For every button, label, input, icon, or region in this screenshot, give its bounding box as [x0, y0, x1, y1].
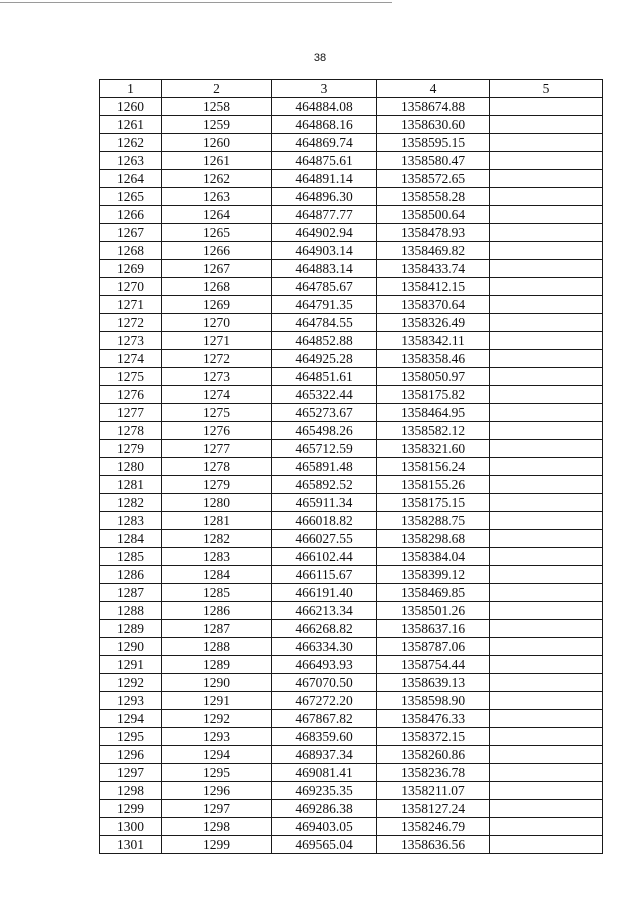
table-cell-col-5	[490, 242, 603, 260]
table-cell-col-3: 464877.77	[272, 206, 377, 224]
table-cell-col-2: 1280	[162, 494, 272, 512]
table-row	[100, 152, 603, 170]
table-cell-col-4: 1358399.12	[377, 566, 490, 584]
table-cell-col-5	[490, 566, 603, 584]
table-cell-col-3: 467867.82	[272, 710, 377, 728]
table-cell-col-3: 464925.28	[272, 350, 377, 368]
table-cell-col-5	[490, 656, 603, 674]
column-header-3: 3	[272, 80, 377, 98]
table-cell-col-3: 466334.30	[272, 638, 377, 656]
table-cell-col-5	[490, 278, 603, 296]
table-row	[100, 350, 603, 368]
table-cell-col-3: 464902.94	[272, 224, 377, 242]
table-cell-col-1: 1294	[100, 710, 162, 728]
table-cell-col-2: 1293	[162, 728, 272, 746]
table-cell-col-4: 1358370.64	[377, 296, 490, 314]
table-row	[100, 764, 603, 782]
table-row	[100, 98, 603, 116]
table-cell-col-2: 1289	[162, 656, 272, 674]
table-cell-col-4: 1358469.85	[377, 584, 490, 602]
table-cell-col-3: 464784.55	[272, 314, 377, 332]
table-cell-col-3: 464868.16	[272, 116, 377, 134]
table-cell-col-2: 1262	[162, 170, 272, 188]
table-row	[100, 134, 603, 152]
table-cell-col-1: 1288	[100, 602, 162, 620]
table-cell-col-4: 1358787.06	[377, 638, 490, 656]
table-cell-col-2: 1259	[162, 116, 272, 134]
table-row	[100, 476, 603, 494]
table-cell-col-5	[490, 188, 603, 206]
table-cell-col-4: 1358246.79	[377, 818, 490, 836]
table-cell-col-2: 1271	[162, 332, 272, 350]
table-cell-col-2: 1266	[162, 242, 272, 260]
table-cell-col-5	[490, 332, 603, 350]
table-row	[100, 188, 603, 206]
table-cell-col-4: 1358639.13	[377, 674, 490, 692]
table-row	[100, 530, 603, 548]
table-cell-col-1: 1277	[100, 404, 162, 422]
table-cell-col-3: 464903.14	[272, 242, 377, 260]
table-row	[100, 548, 603, 566]
table-cell-col-3: 466268.82	[272, 620, 377, 638]
table-row	[100, 404, 603, 422]
table-cell-col-3: 467070.50	[272, 674, 377, 692]
page-number: 38	[313, 52, 327, 64]
table-cell-col-2: 1263	[162, 188, 272, 206]
table-cell-col-1: 1297	[100, 764, 162, 782]
table-cell-col-3: 465498.26	[272, 422, 377, 440]
table-cell-col-1: 1275	[100, 368, 162, 386]
table-cell-col-3: 469235.35	[272, 782, 377, 800]
table-row	[100, 836, 603, 854]
table-row	[100, 368, 603, 386]
table-cell-col-4: 1358754.44	[377, 656, 490, 674]
table-cell-col-1: 1290	[100, 638, 162, 656]
table-cell-col-4: 1358630.60	[377, 116, 490, 134]
table-cell-col-5	[490, 674, 603, 692]
table-cell-col-3: 466102.44	[272, 548, 377, 566]
table-cell-col-5	[490, 638, 603, 656]
table-cell-col-1: 1280	[100, 458, 162, 476]
table-cell-col-4: 1358358.46	[377, 350, 490, 368]
column-header-5: 5	[490, 80, 603, 98]
table-cell-col-1: 1266	[100, 206, 162, 224]
table-row	[100, 638, 603, 656]
scan-edge-line	[0, 2, 392, 3]
table-cell-col-5	[490, 152, 603, 170]
table-cell-col-3: 464852.88	[272, 332, 377, 350]
table-cell-col-2: 1258	[162, 98, 272, 116]
table-cell-col-3: 465273.67	[272, 404, 377, 422]
table-cell-col-4: 1358500.64	[377, 206, 490, 224]
table-cell-col-3: 464851.61	[272, 368, 377, 386]
table-cell-col-1: 1279	[100, 440, 162, 458]
table-cell-col-4: 1358298.68	[377, 530, 490, 548]
table-cell-col-5	[490, 476, 603, 494]
table-cell-col-5	[490, 386, 603, 404]
table-cell-col-3: 465892.52	[272, 476, 377, 494]
table-row	[100, 692, 603, 710]
table-cell-col-2: 1285	[162, 584, 272, 602]
table-cell-col-5	[490, 818, 603, 836]
table-cell-col-3: 466027.55	[272, 530, 377, 548]
table-body	[100, 98, 603, 854]
table-cell-col-5	[490, 584, 603, 602]
table-cell-col-5	[490, 440, 603, 458]
table-cell-col-2: 1282	[162, 530, 272, 548]
table-cell-col-4: 1358175.15	[377, 494, 490, 512]
table-cell-col-4: 1358464.95	[377, 404, 490, 422]
table-cell-col-3: 466213.34	[272, 602, 377, 620]
table-cell-col-4: 1358211.07	[377, 782, 490, 800]
table-cell-col-4: 1358155.26	[377, 476, 490, 494]
table-cell-col-5	[490, 404, 603, 422]
table-row	[100, 620, 603, 638]
table-row	[100, 440, 603, 458]
table-cell-col-2: 1281	[162, 512, 272, 530]
table-cell-col-1: 1281	[100, 476, 162, 494]
table-cell-col-4: 1358595.15	[377, 134, 490, 152]
table-row	[100, 206, 603, 224]
table-cell-col-5	[490, 296, 603, 314]
table-cell-col-5	[490, 116, 603, 134]
table-cell-col-1: 1261	[100, 116, 162, 134]
table-cell-col-2: 1268	[162, 278, 272, 296]
table-cell-col-4: 1358637.16	[377, 620, 490, 638]
table-row	[100, 296, 603, 314]
table-cell-col-4: 1358478.93	[377, 224, 490, 242]
table-cell-col-4: 1358260.86	[377, 746, 490, 764]
table-cell-col-5	[490, 458, 603, 476]
table-cell-col-3: 465712.59	[272, 440, 377, 458]
column-header-2: 2	[162, 80, 272, 98]
table-cell-col-1: 1264	[100, 170, 162, 188]
table-row	[100, 278, 603, 296]
table-cell-col-5	[490, 620, 603, 638]
table-cell-col-5	[490, 170, 603, 188]
table-cell-col-2: 1287	[162, 620, 272, 638]
header-row	[100, 80, 603, 98]
table-cell-col-3: 469565.04	[272, 836, 377, 854]
table-cell-col-1: 1273	[100, 332, 162, 350]
table-cell-col-1: 1263	[100, 152, 162, 170]
table-cell-col-3: 469286.38	[272, 800, 377, 818]
table-cell-col-5	[490, 134, 603, 152]
table-cell-col-2: 1276	[162, 422, 272, 440]
table-cell-col-4: 1358321.60	[377, 440, 490, 458]
table-row	[100, 674, 603, 692]
table-row	[100, 584, 603, 602]
table-cell-col-3: 464884.08	[272, 98, 377, 116]
table-row	[100, 224, 603, 242]
table-cell-col-2: 1269	[162, 296, 272, 314]
table-cell-col-5	[490, 314, 603, 332]
table-cell-col-1: 1283	[100, 512, 162, 530]
table-cell-col-3: 464791.35	[272, 296, 377, 314]
table-cell-col-2: 1292	[162, 710, 272, 728]
table-cell-col-4: 1358384.04	[377, 548, 490, 566]
table-cell-col-1: 1292	[100, 674, 162, 692]
table-cell-col-2: 1283	[162, 548, 272, 566]
table-cell-col-3: 464875.61	[272, 152, 377, 170]
table-cell-col-1: 1286	[100, 566, 162, 584]
table-cell-col-1: 1299	[100, 800, 162, 818]
table-row	[100, 116, 603, 134]
table-cell-col-4: 1358412.15	[377, 278, 490, 296]
table-cell-col-2: 1260	[162, 134, 272, 152]
table-cell-col-1: 1287	[100, 584, 162, 602]
table-cell-col-4: 1358288.75	[377, 512, 490, 530]
table-cell-col-2: 1275	[162, 404, 272, 422]
table-cell-col-3: 465322.44	[272, 386, 377, 404]
table-cell-col-5	[490, 800, 603, 818]
table-row	[100, 710, 603, 728]
table-row	[100, 818, 603, 836]
table-cell-col-4: 1358636.56	[377, 836, 490, 854]
table-cell-col-5	[490, 530, 603, 548]
table-cell-col-2: 1264	[162, 206, 272, 224]
table-cell-col-2: 1277	[162, 440, 272, 458]
table-cell-col-1: 1267	[100, 224, 162, 242]
table-cell-col-1: 1284	[100, 530, 162, 548]
table-row	[100, 566, 603, 584]
table-cell-col-2: 1284	[162, 566, 272, 584]
table-cell-col-4: 1358598.90	[377, 692, 490, 710]
table-cell-col-4: 1358476.33	[377, 710, 490, 728]
table-cell-col-2: 1299	[162, 836, 272, 854]
table-cell-col-1: 1260	[100, 98, 162, 116]
table-cell-col-5	[490, 692, 603, 710]
table-cell-col-5	[490, 710, 603, 728]
table-cell-col-2: 1297	[162, 800, 272, 818]
table-row	[100, 800, 603, 818]
table-cell-col-3: 466191.40	[272, 584, 377, 602]
table-cell-col-2: 1267	[162, 260, 272, 278]
table-row	[100, 170, 603, 188]
table-cell-col-2: 1274	[162, 386, 272, 404]
table-row	[100, 260, 603, 278]
table-cell-col-1: 1291	[100, 656, 162, 674]
table-row	[100, 242, 603, 260]
table-cell-col-1: 1278	[100, 422, 162, 440]
table-cell-col-5	[490, 350, 603, 368]
table-row	[100, 728, 603, 746]
table-row	[100, 458, 603, 476]
table-cell-col-5	[490, 422, 603, 440]
table-cell-col-1: 1293	[100, 692, 162, 710]
table-cell-col-4: 1358127.24	[377, 800, 490, 818]
table-cell-col-3: 466018.82	[272, 512, 377, 530]
table-cell-col-5	[490, 98, 603, 116]
table-cell-col-5	[490, 602, 603, 620]
table-cell-col-3: 466115.67	[272, 566, 377, 584]
table-cell-col-2: 1270	[162, 314, 272, 332]
table-cell-col-3: 465891.48	[272, 458, 377, 476]
table-cell-col-3: 464891.14	[272, 170, 377, 188]
table-cell-col-1: 1274	[100, 350, 162, 368]
table-cell-col-5	[490, 494, 603, 512]
table-cell-col-3: 464869.74	[272, 134, 377, 152]
table-cell-col-1: 1265	[100, 188, 162, 206]
table-row	[100, 782, 603, 800]
table-row	[100, 386, 603, 404]
table-cell-col-1: 1301	[100, 836, 162, 854]
table-cell-col-1: 1269	[100, 260, 162, 278]
table-cell-col-5	[490, 836, 603, 854]
table-cell-col-4: 1358326.49	[377, 314, 490, 332]
table-cell-col-3: 466493.93	[272, 656, 377, 674]
table-cell-col-5	[490, 206, 603, 224]
table-cell-col-4: 1358572.65	[377, 170, 490, 188]
table-cell-col-1: 1300	[100, 818, 162, 836]
table-cell-col-4: 1358342.11	[377, 332, 490, 350]
table-cell-col-1: 1268	[100, 242, 162, 260]
table-cell-col-5	[490, 728, 603, 746]
table-cell-col-3: 464785.67	[272, 278, 377, 296]
table-row	[100, 656, 603, 674]
column-header-1: 1	[100, 80, 162, 98]
table-cell-col-2: 1286	[162, 602, 272, 620]
table-cell-col-3: 469403.05	[272, 818, 377, 836]
table-row	[100, 746, 603, 764]
table-cell-col-2: 1296	[162, 782, 272, 800]
table-cell-col-1: 1298	[100, 782, 162, 800]
table-cell-col-5	[490, 224, 603, 242]
table-cell-col-2: 1295	[162, 764, 272, 782]
table-cell-col-5	[490, 782, 603, 800]
table-cell-col-3: 465911.34	[272, 494, 377, 512]
table-cell-col-2: 1278	[162, 458, 272, 476]
table-row	[100, 512, 603, 530]
table-cell-col-3: 467272.20	[272, 692, 377, 710]
table-cell-col-3: 469081.41	[272, 764, 377, 782]
table-cell-col-1: 1262	[100, 134, 162, 152]
table-cell-col-4: 1358050.97	[377, 368, 490, 386]
table-cell-col-4: 1358372.15	[377, 728, 490, 746]
table-cell-col-5	[490, 746, 603, 764]
table-cell-col-2: 1294	[162, 746, 272, 764]
table-cell-col-4: 1358674.88	[377, 98, 490, 116]
table-cell-col-1: 1270	[100, 278, 162, 296]
table-cell-col-5	[490, 260, 603, 278]
table-cell-col-4: 1358469.82	[377, 242, 490, 260]
table-cell-col-3: 464896.30	[272, 188, 377, 206]
column-header-4: 4	[377, 80, 490, 98]
table-cell-col-4: 1358175.82	[377, 386, 490, 404]
table-row	[100, 494, 603, 512]
table-row	[100, 332, 603, 350]
table-cell-col-2: 1290	[162, 674, 272, 692]
table-row	[100, 602, 603, 620]
table-cell-col-5	[490, 548, 603, 566]
table-cell-col-2: 1298	[162, 818, 272, 836]
table-row	[100, 314, 603, 332]
table-cell-col-2: 1272	[162, 350, 272, 368]
table-cell-col-1: 1282	[100, 494, 162, 512]
table-row	[100, 422, 603, 440]
table-cell-col-4: 1358236.78	[377, 764, 490, 782]
table-header	[100, 80, 603, 98]
table-cell-col-4: 1358433.74	[377, 260, 490, 278]
table-cell-col-3: 468937.34	[272, 746, 377, 764]
table-cell-col-4: 1358580.47	[377, 152, 490, 170]
table-cell-col-2: 1265	[162, 224, 272, 242]
coordinates-table	[99, 79, 603, 854]
table-cell-col-3: 464883.14	[272, 260, 377, 278]
table-cell-col-4: 1358156.24	[377, 458, 490, 476]
table-cell-col-2: 1291	[162, 692, 272, 710]
table-cell-col-1: 1296	[100, 746, 162, 764]
table-cell-col-5	[490, 512, 603, 530]
table-cell-col-5	[490, 764, 603, 782]
table-cell-col-2: 1261	[162, 152, 272, 170]
table-cell-col-5	[490, 368, 603, 386]
table-cell-col-1: 1271	[100, 296, 162, 314]
table-cell-col-2: 1273	[162, 368, 272, 386]
table-cell-col-1: 1295	[100, 728, 162, 746]
table-cell-col-3: 468359.60	[272, 728, 377, 746]
table-cell-col-1: 1285	[100, 548, 162, 566]
table-cell-col-2: 1279	[162, 476, 272, 494]
table-cell-col-1: 1289	[100, 620, 162, 638]
table-cell-col-4: 1358501.26	[377, 602, 490, 620]
table-cell-col-1: 1272	[100, 314, 162, 332]
table-cell-col-1: 1276	[100, 386, 162, 404]
table-cell-col-4: 1358558.28	[377, 188, 490, 206]
table-cell-col-2: 1288	[162, 638, 272, 656]
table-cell-col-4: 1358582.12	[377, 422, 490, 440]
